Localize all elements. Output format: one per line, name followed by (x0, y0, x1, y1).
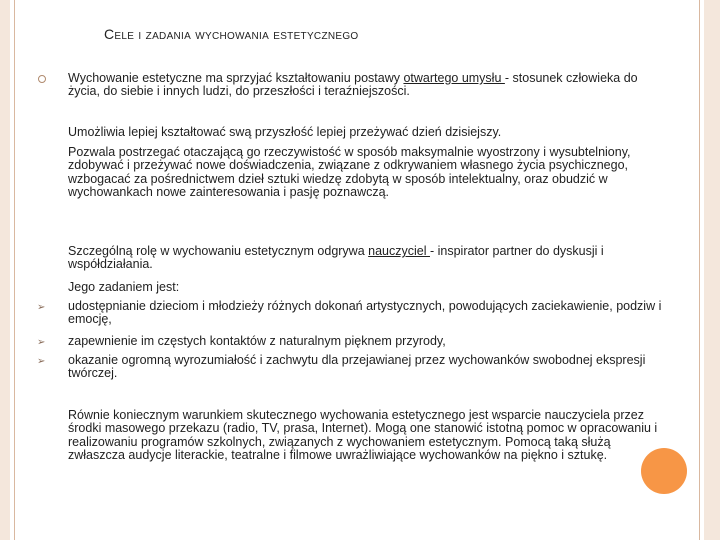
para1-text-before: Wychowanie estetyczne ma sprzyjać kształtowaniu postawy (68, 71, 404, 85)
left-frame-line (14, 0, 15, 540)
teacher-tasks-intro: Jego zadaniem jest: (68, 280, 180, 294)
paragraph-open-mind (68, 72, 666, 99)
para3-text-after: - inspirator partner do dyskusji i współdziałania. (68, 244, 604, 272)
circle-bullet-icon (38, 75, 46, 83)
para1-text-after: - stosunek człowieka do życia, do siebie i innych ludzi, do przeszłości i teraźniejszości. (68, 71, 638, 99)
paragraph-benefits-line2: Pozwala postrzegać otaczającą go rzeczywistość w sposób maksymalnie wyostrzony i wysubtelniony, zdobywać i przeżywać nowe doświadczenia, związane z odkrywaniem własnego życia psychicznego, wzbogacać za pośrednictwem dzieł sztuki wiedzę zdobytą w sposób intelektualny, oraz obudzić w wychowankach nowe zainteresowania i pasję poznawczą. (68, 145, 631, 200)
left-frame-strip (0, 0, 10, 540)
open-mind-link[interactable]: otwartego umysłu (403, 71, 505, 85)
right-frame-line (699, 0, 700, 540)
list-item: udostępnianie dzieciom i młodzieży różnych dokonań artystycznych, powodujących zaciekawienie, podziw i emocję, (68, 299, 662, 327)
list-item: okazanie ogromną wyrozumiałość i zachwytu dla przejawianej przez wychowanków swobodnej ekspresji twórczej. (68, 353, 646, 381)
para3-text-before: Szczególną rolę w wychowaniu estetycznym odgrywa (68, 244, 369, 258)
slide-title: Cele i zadania wychowania estetycznego (104, 26, 359, 42)
accent-circle-decoration (641, 448, 687, 494)
right-frame-strip (704, 0, 720, 540)
arrow-bullet-icon: ➢ (37, 356, 46, 367)
paragraph-teacher-role (68, 245, 666, 272)
list-item: zapewnienie im częstych kontaktów z naturalnym pięknem przyrody, (68, 334, 446, 348)
paragraph-mass-media: Równie koniecznym warunkiem skutecznego wychowania estetycznego jest wsparcie nauczyciela przez środki masowego przekazu (radio, TV, prasa, Internet). Mogą one stanowić istotną pomoc w opracowaniu i realizowaniu programów szkolnych, związanych z wychowaniem estetycznym. Pomocą taką służą zwłaszcza audycje literackie, teatralne i filmowe uwrażliwiające wychowanków na piękno i sztukę. (68, 408, 658, 463)
arrow-bullet-icon: ➢ (37, 337, 46, 348)
arrow-bullet-icon: ➢ (37, 302, 46, 313)
paragraph-benefits-line1: Umożliwia lepiej kształtować swą przyszłość lepiej przeżywać dzień dzisiejszy. (68, 125, 502, 139)
teacher-link[interactable]: nauczyciel (368, 244, 430, 258)
